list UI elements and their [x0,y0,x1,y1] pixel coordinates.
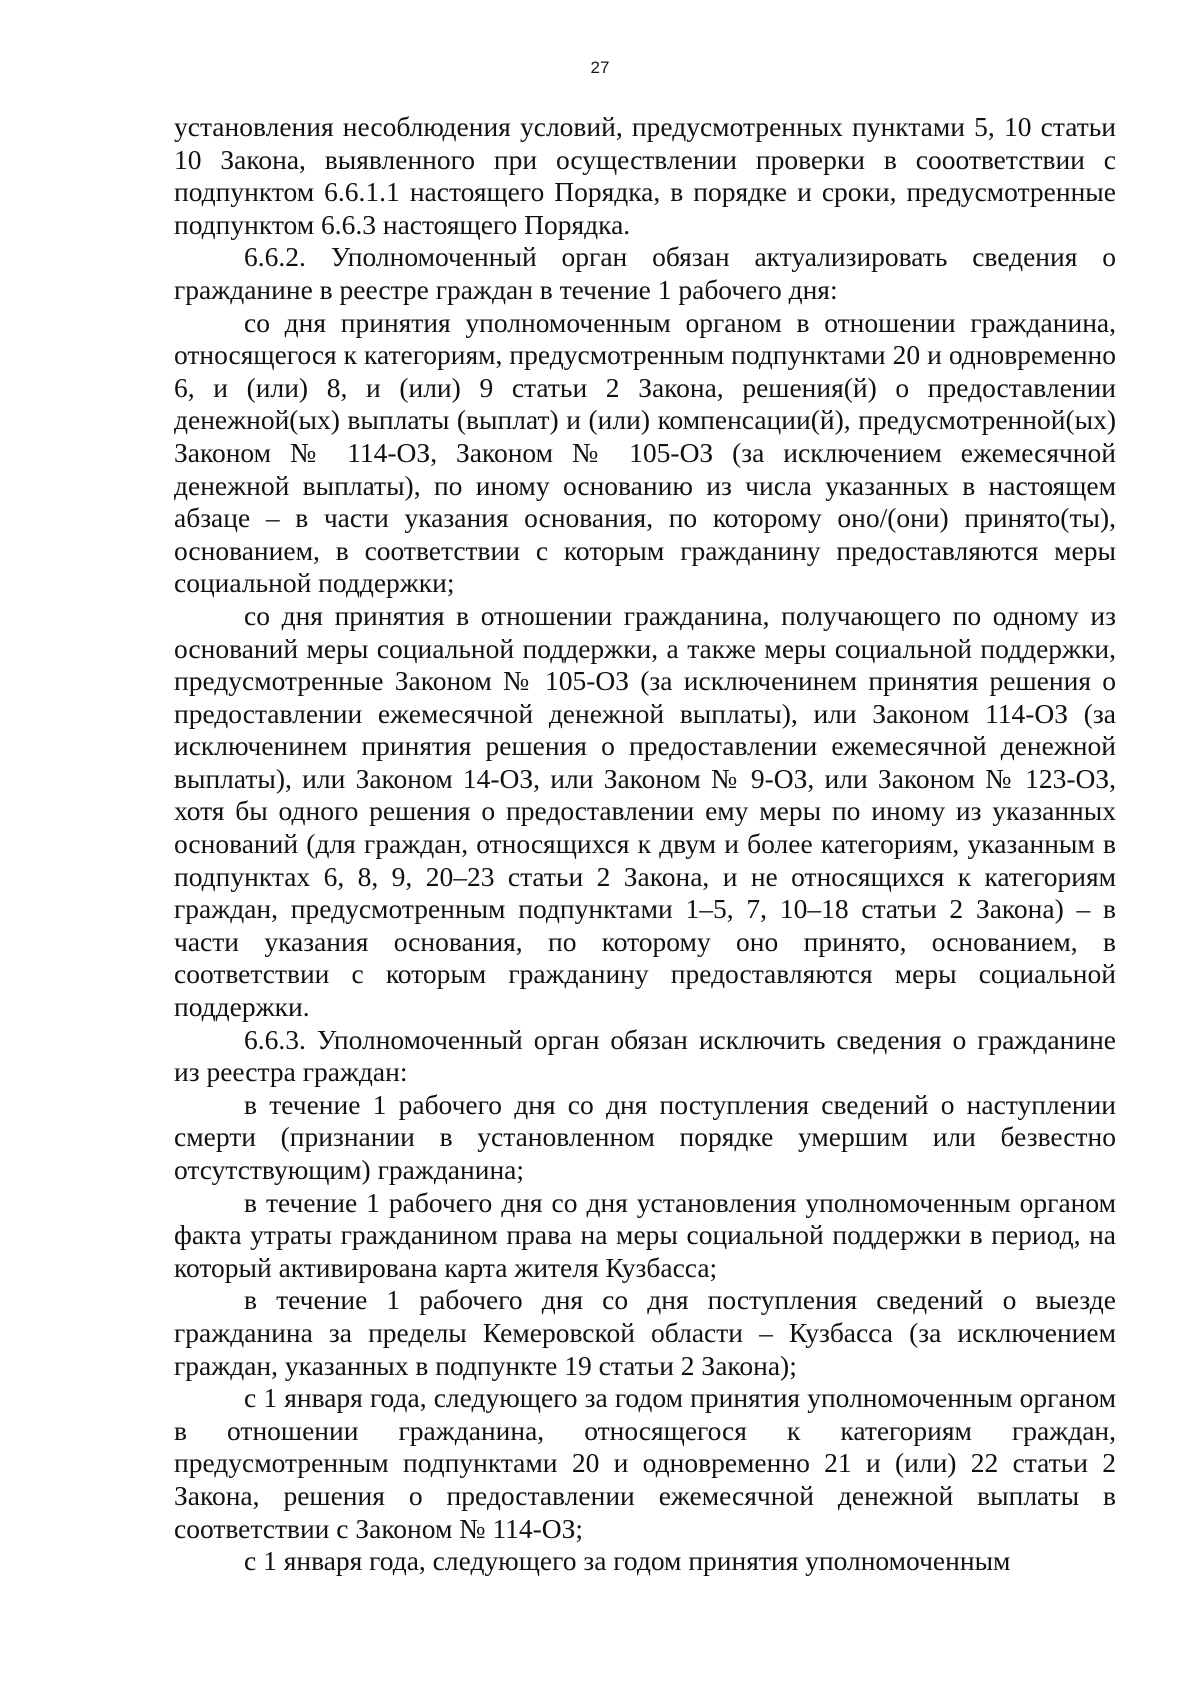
paragraph-6-6-2-item-2: со дня принятия в отношении гражданина, получающего по одному из оснований меры социальной поддержки, а также меры социальной поддержки, предусмотренные Законом № 105-ОЗ (за исключенинем принятия решения о предоставлении ежемесячной денежной выплаты), или Законом 114-ОЗ (за исключенинем принятия решения о предоставлении ежемесячной денежной выплаты), или Законом 14-ОЗ, или Законом № 9-ОЗ, или Законом № 123-ОЗ, хотя бы одного решения о предоставлении ему меры по иному из указанных оснований (для граждан, относящихся к двум и более категориям, указанным в подпунктах 6, 8, 9, 20–23 статьи 2 Закона, и не относящихся к категориям граждан, предусмотренным подпунктами 1–5, 7, 10–18 статьи 2 Закона) – в части указания основания, по которому оно принято, основанием, в соответствии с которым гражданину предоставляются меры социальной поддержки. [174,599,1116,1023]
paragraph-6-6-3-item-1: в течение 1 рабочего дня со дня поступления сведений о наступлении смерти (признании в установленном порядке умершим или безвестно отсутствующим) гражданина; [174,1088,1116,1185]
paragraph-6-6-3-item-3: в течение 1 рабочего дня со дня поступления сведений о выезде гражданина за пределы Кемеровской области – Кузбасса (за исключением граждан, указанных в подпункте 19 статьи 2 Закона); [174,1284,1116,1381]
paragraph-6-6-3-item-5: с 1 января года, следующего за годом принятия уполномоченным [244,1545,1011,1577]
document-body [174,111,1116,1578]
paragraph-continuation: установления несоблюдения условий, предусмотренных пунктами 5, 10 статьи 10 Закона, выявленного при осуществлении проверки в сооответствии с подпунктом 6.6.1.1 настоящего Порядка, в порядке и сроки, предусмотренные подпунктом 6.6.3 настоящего Порядка. [174,111,1116,240]
paragraph-6-6-3-heading: 6.6.3. Уполномоченный орган обязан исключить сведения о гражданине из реестра граждан: [174,1023,1116,1088]
paragraph-6-6-3-item-2: в течение 1 рабочего дня со дня установления уполномоченным органом факта утраты гражданином права на меры социальной поддержки в период, на который активирована карта жителя Кузбасса; [174,1186,1116,1283]
page-number: 27 [590,58,610,77]
paragraph-6-6-2-heading: 6.6.2. Уполномоченный орган обязан актуализировать сведения о гражданине в реестре граждан в течение 1 рабочего дня: [174,241,1116,305]
paragraph-6-6-2-item-1: со дня принятия уполномоченным органом в отношении гражданина, относящегося к категориям, предусмотренным подпунктами 20 и одновременно 6, и (или) 8, и (или) 9 статьи 2 Закона, решения(й) о предоставлении денежной(ых) выплаты (выплат) и (или) компенсации(й), предусмотренной(ых) Законом № 114-ОЗ, Законом № 105-ОЗ (за исключением ежемесячной денежной выплаты), по иному основанию из числа указанных в настоящем абзаце – в части указания основания, по которому оно/(они) принято(ты), основанием, в соответствии с которым гражданину предоставляются меры социальной поддержки; [174,306,1116,599]
paragraph-6-6-3-item-4: с 1 января года, следующего за годом принятия уполномоченным органом в отношении гражданина, относящегося к категориям граждан, предусмотренным подпунктами 20 и одновременно 21 и (или) 22 статьи 2 Закона, решения о предоставлении ежемесячной денежной выплаты в соответствии с Законом № 114-ОЗ; [174,1382,1116,1544]
